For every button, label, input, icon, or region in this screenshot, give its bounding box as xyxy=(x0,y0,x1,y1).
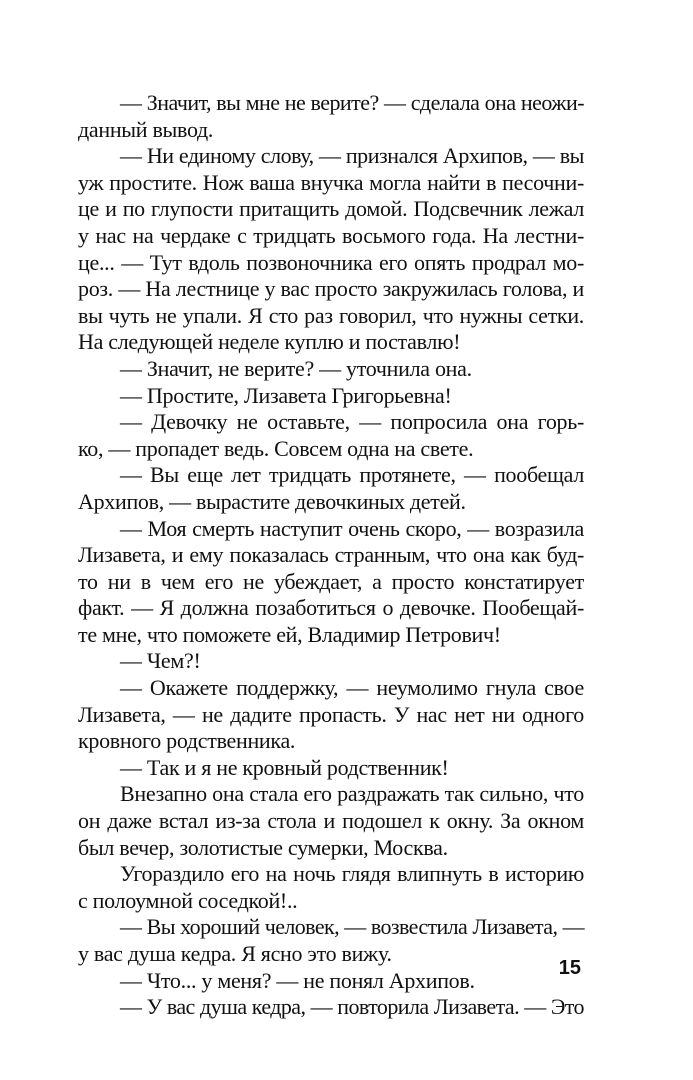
text-line: Лизавета, и ему показалась странным, что она как буд- xyxy=(78,542,584,568)
text-line: данный вывод. xyxy=(78,116,214,142)
text-line: — Девочку не оставьте, — попросила она горь- xyxy=(120,409,584,435)
text-line: — У вас душа кедра, — повторила Лизавета. — Это xyxy=(120,994,584,1020)
text-line: был вечер, золотистые сумерки, Москва. xyxy=(78,834,448,860)
text-line: роз. — На лестнице у вас просто закружилась голова, и xyxy=(78,276,584,302)
text-line: — Вы еще лет тридцать протянете, — пообещал xyxy=(120,462,584,488)
text-line: Угораздило его на ночь глядя влипнуть в историю xyxy=(120,861,584,887)
text-line: На следующей неделе куплю и поставлю! xyxy=(78,329,461,355)
text-line: кровного родственника. xyxy=(78,728,296,754)
text-line: — Ни единому слову, — признался Архипов, — вы xyxy=(120,143,584,169)
text-line: — Значит, вы мне не верите? — сделала она неожи- xyxy=(120,90,584,115)
text-line: то ни в чем его не убеждает, а просто констатирует xyxy=(78,568,584,594)
text-line: — Так и я не кровный родственник! xyxy=(120,754,449,780)
text-line: — Моя смерть наступит очень скоро, — возразила xyxy=(120,515,584,541)
text-line: у нас на чердаке с тридцать восьмого года. На лестни- xyxy=(78,222,584,248)
text-line: це и по глупости притащить домой. Подсвечник лежал xyxy=(78,196,584,222)
text-line: у вас душа кедра. Я ясно это вижу. xyxy=(78,941,392,966)
text-line: вы чуть не упали. Я сто раз говорил, что нужны сетки. xyxy=(78,302,584,328)
text-line: — Чем?! xyxy=(120,648,201,674)
text-line: Внезапно она стала его раздражать так сильно, что xyxy=(120,781,584,807)
text-line: он даже встал из-за стола и подошел к окну. За окном xyxy=(78,808,584,834)
text-line: — Простите, Лизавета Григорьевна! xyxy=(120,382,452,408)
text-line: — Значит, не верите? — уточнила она. xyxy=(120,355,472,381)
text-line: с полоумной соседкой!.. xyxy=(78,887,298,913)
body-text xyxy=(78,90,584,1021)
text-line: Лизавета, — не дадите пропасть. У нас нет ни одного xyxy=(78,701,584,727)
text-line: — Окажете поддержку, — неумолимо гнула свое xyxy=(120,675,584,701)
text-line: факт. — Я должна позаботиться о девочке. Пообещай- xyxy=(78,595,584,621)
text-line: ко, — пропадет ведь. Совсем одна на свете. xyxy=(78,435,474,461)
text-line: — Вы хороший человек, — возвестила Лизавета, — xyxy=(120,914,584,940)
text-line: Архипов, — вырастите девочкиных детей. xyxy=(78,488,466,514)
text-line: уж простите. Нож ваша внучка могла найти в песочни- xyxy=(78,169,584,195)
text-line: те мне, что поможете ей, Владимир Петрович! xyxy=(78,621,501,647)
text-line: — Что... у меня? — не понял Архипов. xyxy=(120,967,475,993)
text-line: це... — Тут вдоль позвоночника его опять продрал мо- xyxy=(78,249,584,275)
page-number: 15 xyxy=(558,957,581,979)
